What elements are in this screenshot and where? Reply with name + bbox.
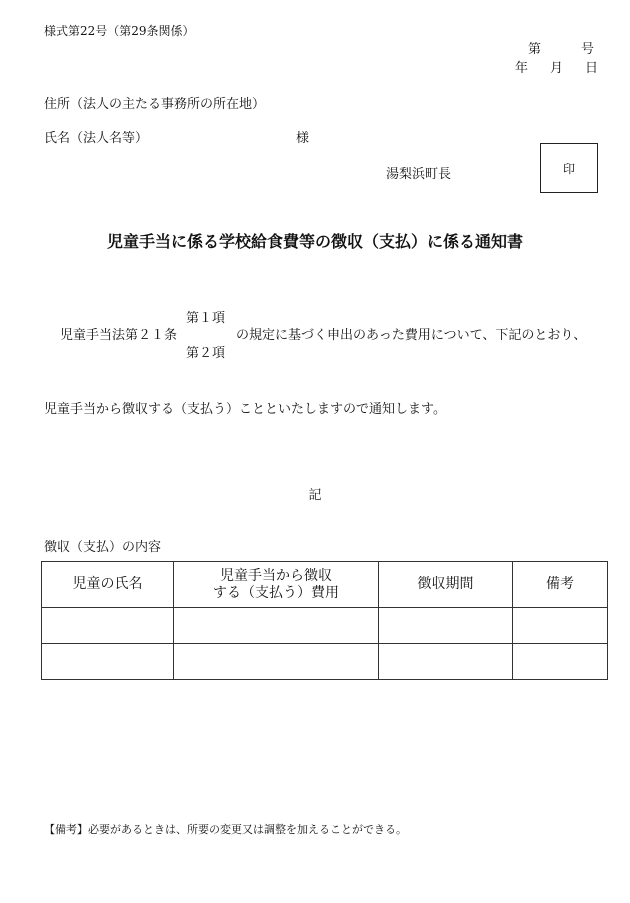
header-period: 徴収期間 — [379, 562, 513, 608]
body-line-2: 児童手当から徴収する（支払う）ことといたしますので通知します。 — [44, 402, 446, 417]
table-cell[interactable] — [42, 644, 174, 680]
seal-label: 印 — [562, 161, 575, 176]
clause-1: 第１項 — [186, 311, 226, 326]
header-child-name: 児童の氏名 — [42, 562, 174, 608]
table-cell[interactable] — [379, 644, 513, 680]
sender-title: 湯梨浜町長 — [386, 167, 452, 182]
address-label: 住所（法人の主たる事務所の所在地） — [44, 97, 266, 112]
table-cell[interactable] — [513, 644, 608, 680]
table-cell[interactable] — [42, 608, 174, 644]
header-remarks: 備考 — [513, 562, 608, 608]
date-year: 年 — [515, 61, 529, 76]
law-continuation: の規定に基づく申出のあった費用について、下記のとおり、 — [236, 328, 587, 343]
content-table — [41, 561, 608, 680]
table-row — [42, 608, 608, 644]
seal-box — [540, 143, 598, 193]
doc-no-suffix: 号 — [581, 42, 595, 57]
ki-heading: 記 — [308, 488, 322, 503]
section-label: 徴収（支払）の内容 — [44, 540, 162, 555]
remarks-note: 【備考】必要があるときは、所要の変更又は調整を加えることができる。 — [44, 823, 407, 836]
header-cost-line-1: 児童手当から徴収 — [220, 567, 332, 584]
document-title: 児童手当に係る学校給食費等の徴収（支払）に係る通知書 — [106, 232, 523, 251]
table-header-row — [42, 562, 608, 608]
document-date — [515, 57, 598, 76]
table-row — [42, 644, 608, 680]
date-day: 日 — [585, 61, 599, 76]
date-month: 月 — [550, 61, 564, 76]
header-cost — [174, 562, 379, 608]
law-reference: 児童手当法第２１条 — [60, 328, 178, 343]
clause-2: 第２項 — [186, 346, 226, 361]
table-cell[interactable] — [513, 608, 608, 644]
doc-no-prefix: 第 — [528, 42, 542, 57]
table-cell[interactable] — [174, 608, 379, 644]
form-number: 様式第22号（第29条関係） — [44, 24, 195, 38]
table-cell[interactable] — [379, 608, 513, 644]
table-cell[interactable] — [174, 644, 379, 680]
document-number — [528, 38, 594, 57]
honorific: 様 — [296, 131, 310, 146]
name-label: 氏名（法人名等） — [44, 131, 149, 146]
header-cost-line-2: する（支払う）費用 — [213, 584, 339, 601]
